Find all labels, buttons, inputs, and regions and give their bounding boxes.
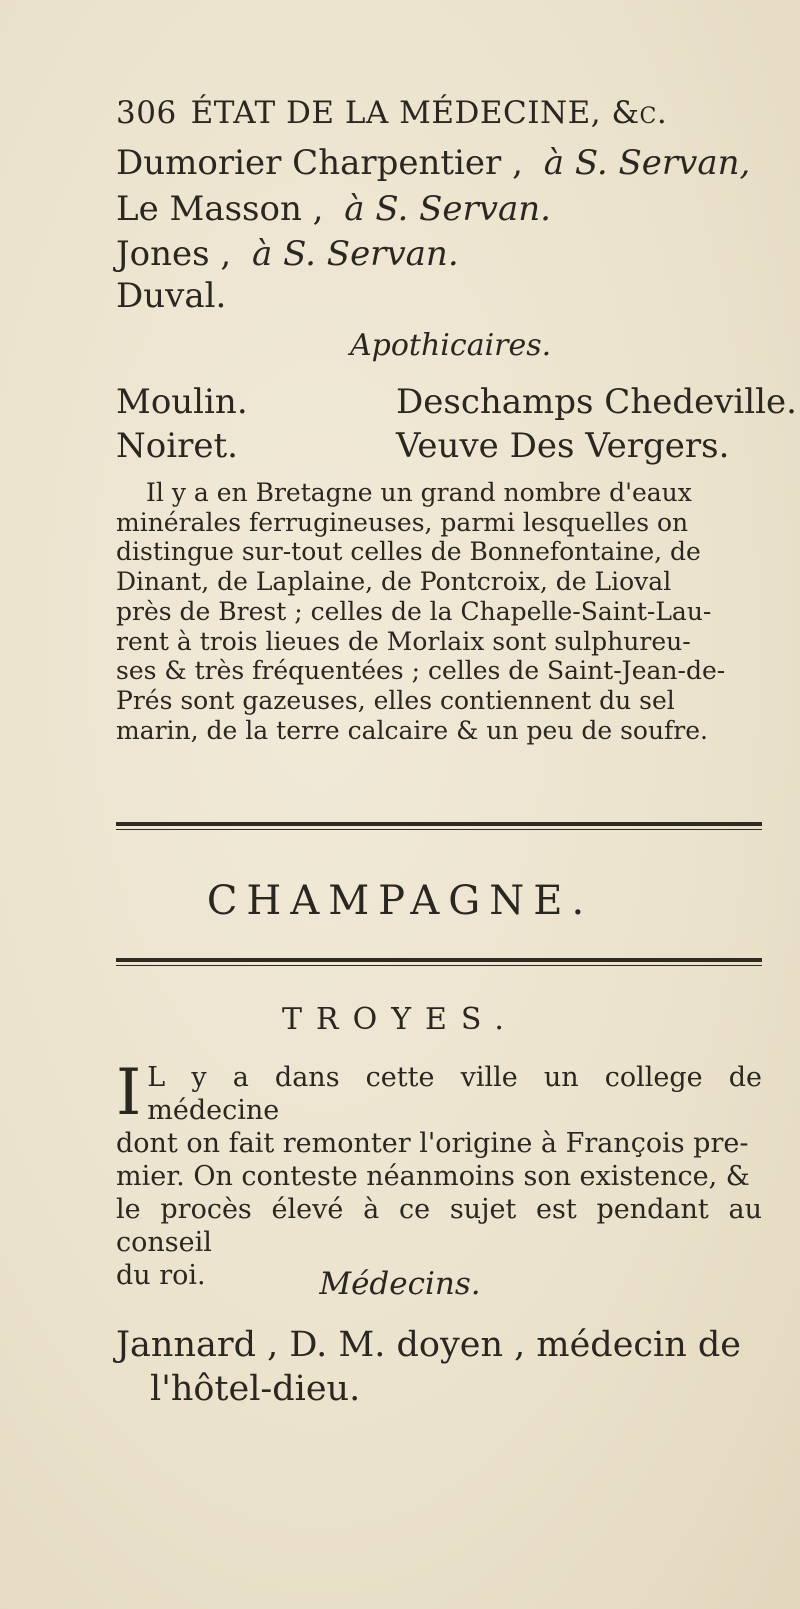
person-name: Duval.: [116, 276, 227, 316]
paragraph-line: Dinant, de Laplaine, de Pontcroix, de Lioval: [116, 567, 672, 597]
paragraph-line: Prés sont gazeuses, elles contiennent du sel: [116, 685, 675, 715]
paragraph-line: près de Brest ; celles de la Chapelle-Saint-Lau-: [116, 596, 712, 626]
medecins-heading: Médecins.: [319, 1266, 481, 1302]
person-name: Dumorier Charpentier ,: [116, 143, 523, 183]
bretagne-paragraph: [116, 478, 760, 745]
paragraph-line: distingue sur-tout celles de Bonnefontaine, de: [116, 537, 701, 567]
paragraph-line: du roi.: [116, 1260, 206, 1291]
troyes-paragraph: [116, 1056, 762, 1292]
divider-rule: [116, 958, 762, 966]
paragraph-line: minérales ferrugineuses, parmi lesquelles on: [116, 507, 689, 537]
paragraph-line: le procès élevé à ce sujet est pendant au conseil: [116, 1194, 762, 1258]
person-name: Le Masson ,: [116, 189, 324, 229]
drop-cap: I: [116, 1056, 142, 1130]
paragraph-line: ses & très fréquentées ; celles de Saint-Jean-de-: [116, 656, 726, 686]
paragraph-line: L y a dans cette ville un college de médecine: [147, 1062, 762, 1126]
running-title: ÉTAT DE LA MÉDECINE, &c.: [190, 95, 668, 131]
paragraph-line: Il y a en Bretagne un grand nombre d'eaux: [146, 478, 692, 507]
person-place: à S. Servan.: [344, 189, 551, 229]
entry-line: Jannard , D. M. doyen , médecin de: [116, 1325, 741, 1365]
list-item: [116, 189, 551, 229]
person-place: à S. Servan,: [543, 143, 751, 183]
subsection-title: TROYES.: [282, 1002, 518, 1037]
entry-line: l'hôtel-dieu.: [150, 1369, 361, 1409]
list-item: [116, 143, 750, 183]
divider-rule: [116, 822, 762, 830]
list-item: [116, 234, 459, 274]
paragraph-line: rent à trois lieues de Morlaix sont sulphureu-: [116, 626, 691, 656]
person-place: à S. Servan.: [252, 234, 459, 274]
page-number: 306: [116, 95, 177, 131]
section-title: CHAMPAGNE.: [206, 878, 594, 924]
list-item: [116, 276, 226, 316]
page-header: [116, 95, 667, 131]
apothicaire-left-1: Moulin.: [116, 382, 248, 422]
person-name: Jones ,: [116, 234, 232, 274]
paragraph-line: dont on fait remonter l'origine à François pre-: [116, 1128, 749, 1159]
apothicaire-right-1: Deschamps Chedeville.: [396, 382, 797, 422]
apothicaires-heading: Apothicaires.: [350, 328, 552, 363]
paragraph-line: mier. On conteste néanmoins son existence, &: [116, 1161, 750, 1192]
medecin-entry: [116, 1323, 762, 1411]
paragraph-line: marin, de la terre calcaire & un peu de soufre.: [116, 715, 708, 745]
apothicaire-right-2: Veuve Des Vergers.: [396, 426, 730, 466]
apothicaire-left-2: Noiret.: [116, 426, 238, 466]
